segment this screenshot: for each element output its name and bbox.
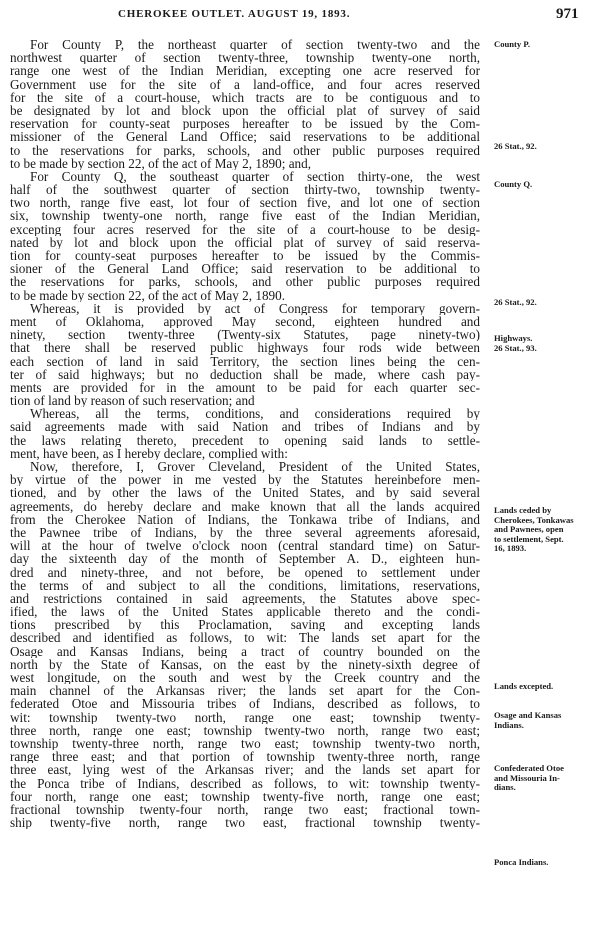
text-line: tion for county-seat purposes hereafter to be issued by the Commis- [10, 249, 480, 263]
margin-note-line: Cherokees, Tonkawas [494, 514, 574, 525]
text-line: wit: township twenty-two north, range one east; township twenty- [10, 710, 480, 724]
text-line: six, township twenty-one north, range five east of the Indian Meridian, [10, 209, 480, 223]
margin-note-highways [494, 334, 594, 353]
margin-note-line: Ponca Indians. [494, 857, 549, 867]
margin-note-ponca [494, 858, 594, 868]
text-line: dred and ninety-three, and not before, be opened to settlement under [10, 565, 480, 579]
text-line: will at the hour of twelve o'clock noon (central standard time) on Satur- [10, 539, 480, 553]
page-header [0, 6, 600, 26]
page-number: 971 [556, 6, 579, 22]
margin-note-line: and Pawnees, open [494, 524, 564, 534]
text-line: by virtue of the power in me vested by the Statutes hereinbefore men- [10, 473, 480, 487]
text-line: the Pawnee tribe of Indians, by the three several agreements aforesaid, [10, 525, 480, 540]
text-line: Whereas, all the terms, conditions, and considerations required by [30, 407, 480, 421]
text-line: be designated by lot and block upon the official plat of survey of said [10, 103, 480, 118]
text-line: excepting four acres reserved for the site of a court-house to be desig- [10, 222, 480, 236]
margin-note-county-p [494, 40, 594, 50]
text-line: sioner of the General Land Office; said reservation to be additional to [10, 262, 480, 276]
margin-note-line: 26 Stat., 93. [494, 342, 537, 353]
text-line: For County Q, the southeast quarter of section thirty-one, the west [30, 169, 480, 184]
body-text [10, 38, 480, 829]
margin-note-otoe [494, 764, 594, 793]
margin-note-stat-92-b [494, 298, 594, 308]
text-line: nated by lot and block upon the official plat of survey of said reserva- [10, 235, 480, 249]
text-line: for the site of a court-house, which tracts are to be contiguous and to [10, 90, 480, 104]
text-line: to be made by section 22, of the act of May 2, 1890. [10, 288, 286, 302]
text-line: ified, the laws of the United States applicable thereto and the condi- [10, 605, 480, 619]
text-line: ment, have been, as I hereby declare, complied with: [10, 446, 288, 460]
text-line: described and identified as follows, to wit: The lands set apart for the [10, 631, 480, 645]
margin-note-lands-ceded [494, 506, 594, 554]
text-line: main channel of the Arkansas river; the lands set apart for the Con- [10, 684, 480, 698]
text-line: three east, lying west of the Arkansas river; and the lands set apart for [10, 763, 480, 777]
text-line: township twenty-three north, range two east; township twenty-two north, [10, 736, 480, 751]
text-line: tion of land by reason of such reservation; and [10, 394, 255, 408]
margin-note-line: 26 Stat., 92. [494, 297, 537, 307]
margin-note-line: Lands excepted. [494, 681, 554, 691]
text-line: fractional township twenty-four north, range two east; fractional town- [10, 802, 480, 817]
text-line: the terms of and subject to all the conditions, limitations, reservations, [10, 578, 480, 592]
text-line: each section of land in said Territory, the section lines being the cen- [10, 354, 480, 368]
text-line: four north, range one east; township twenty-five north, range one east; [10, 789, 480, 803]
text-line: Whereas, it is provided by act of Congress for temporary govern- [30, 301, 480, 315]
text-line: northwest quarter of section twenty-three, township twenty-one north, [10, 51, 480, 65]
running-head: CHEROKEE OUTLET. AUGUST 19, 1893. [118, 8, 351, 20]
text-line: to be made by section 22, of the act of May 2, 1890; and, [10, 156, 312, 170]
text-line: tioned, and by other the laws of the United States, and by said several [10, 486, 480, 500]
margin-note-line: and Missouria In- [494, 772, 560, 783]
text-line: to the reservations for parks, schools, and other public purposes required [10, 143, 480, 157]
margin-note-line: County Q. [494, 179, 533, 189]
text-line: north by the State of Kansas, on the east by the ninety-sixth degree of [10, 657, 480, 671]
text-line: agreements, do hereby declare and make known that all the lands acquired [10, 499, 480, 513]
text-line: tions prescribed by this Proclamation, saving and excepting lands [10, 618, 480, 632]
margin-note-county-q [494, 180, 594, 190]
margin-note-osage-kansas [494, 711, 594, 730]
margin-note-line: to settlement, Sept. [494, 533, 564, 544]
margin-note-lands-excepted [494, 682, 594, 692]
text-line: the reservations for parks, schools, and other public purposes required [10, 275, 480, 289]
text-line: day the sixteenth day of the month of September A. D., eighteen hun- [10, 552, 480, 566]
margin-note-line: 16, 1893. [494, 543, 527, 553]
margin-note-stat-92-a [494, 142, 594, 152]
margin-note-line: Confederated Otoe [494, 763, 564, 773]
text-line: two north, range five east, lot four of section five, and lot one of section [10, 196, 480, 210]
text-line: said agreements made with said Nation and tribes of Indians and by [10, 420, 480, 434]
margin-note-line: Osage and Kansas [494, 710, 562, 720]
margin-note-line: County P. [494, 39, 530, 49]
text-line: from the Cherokee Nation of Indians, the Tonkawa tribe of Indians, and [10, 512, 480, 526]
text-line: ment of Oklahoma, approved May second, eighteen hundred and [10, 314, 480, 329]
text-line: ter of said highways; but no deduction shall be made, where cash pay- [10, 367, 480, 381]
text-line: that there shall be reserved public highways four rods wide between [10, 341, 480, 355]
margin-note-line: Indians. [494, 719, 524, 730]
text-line: reservation for county-seat purposes hereafter to be issued by the Com- [10, 117, 480, 131]
margin-note-line: 26 Stat., 92. [494, 141, 537, 151]
text-line: missioner of the General Land Office; said reservations to be additional [10, 130, 480, 144]
text-line: ship twenty-five north, range two east, fractional township twenty- [10, 816, 480, 830]
text-line: Now, therefore, I, Grover Cleveland, President of the United States, [30, 460, 480, 474]
text-line: west longitude, on the south and west by the Creek country and the [10, 671, 480, 685]
text-line: the Ponca tribe of Indians, described as follows, to wit: township twenty- [10, 776, 480, 790]
margin-note-line: Highways. [494, 333, 533, 343]
text-line: Government use for the site of a land-office, and four acres reserved [10, 77, 480, 91]
text-line: the laws relating thereto, precedent to opening said lands to settle- [10, 433, 480, 447]
text-line: and restrictions contained in said agreements, the Statutes above spec- [10, 591, 480, 606]
text-line: For County P, the northeast quarter of section twenty-two and the [30, 38, 480, 52]
margin-note-line: dians. [494, 782, 516, 792]
text-line: federated Otoe and Missouria tribes of Indians, described as follows, to [10, 697, 480, 711]
margin-note-line: Lands ceded by [494, 505, 552, 515]
text-line: ments are provided for in the amount to be paid for each quarter sec- [10, 380, 480, 395]
text-line: range three east; and that portion of township twenty-three north, range [10, 750, 480, 764]
text-line: half of the southwest quarter of section thirty-two, township twenty- [10, 183, 480, 197]
text-line: Osage and Kansas Indians, being a tract of country bounded on the [10, 644, 480, 658]
text-line: three north, range one east; township twenty-two north, range two east; [10, 723, 480, 737]
text-line: range one west of the Indian Meridian, excepting one acre reserved for [10, 64, 480, 78]
text-line: ninety, section twenty-three (Twenty-six Statutes, page ninety-two) [10, 328, 480, 342]
